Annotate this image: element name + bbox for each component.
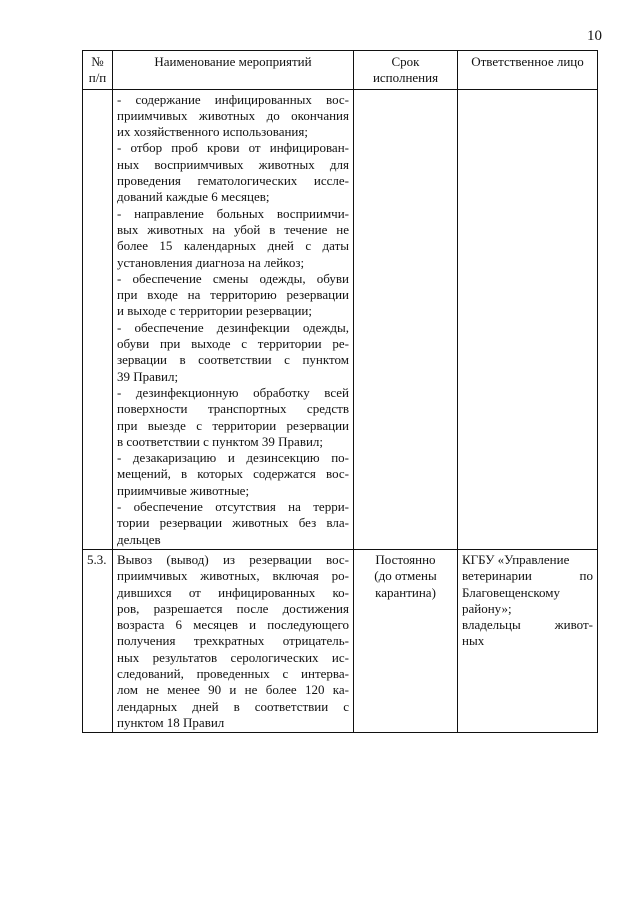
text-line: возраста 6 месяцев и последующего: [117, 617, 349, 633]
row1-name: [113, 89, 354, 549]
text-line: проведения гематологических иссле-: [117, 173, 349, 189]
text-line: получения трехкратных отрицатель-: [117, 633, 349, 649]
measures-table: [82, 50, 598, 733]
text-line: лом не менее 90 и не более 120 ка-: [117, 682, 349, 698]
text-line: ных восприимчивых животных для: [117, 156, 349, 172]
term-line: Постоянно: [375, 551, 436, 567]
row2-term: [354, 549, 458, 732]
text-line: - отбор проб крови от инфицирован-: [117, 140, 349, 156]
text-line: лендарных дней в соответствии с: [117, 698, 349, 714]
text-line: району»;: [462, 600, 512, 616]
text-line: следований, проведенных с интерва-: [117, 665, 349, 681]
header-num: [83, 51, 113, 90]
text-line: зервации в соответствии с пунктом: [117, 352, 349, 368]
text-line: их хозяйственного использования;: [117, 124, 308, 140]
row2-responsible: [458, 549, 598, 732]
text-line: - содержание инфицированных вос-: [117, 91, 349, 107]
table-row: [83, 549, 598, 732]
table-header-row: [83, 51, 598, 90]
text-line: ных: [462, 633, 485, 649]
text-line: более 15 календарных дней с даты: [117, 238, 349, 254]
text-line: приимчивых животных, включая ро-: [117, 568, 349, 584]
text-line: обуви при выходе с территории ре-: [117, 336, 349, 352]
text-line: ров, разрешается после достижения: [117, 600, 349, 616]
header-name: Наименование мероприятий: [113, 51, 354, 90]
header-term: [354, 51, 458, 90]
text-line: - обеспечение дезинфекции одежды,: [117, 319, 349, 335]
text-line: Вывоз (вывод) из резервации вос-: [117, 551, 349, 567]
text-line: приимчивые животные;: [117, 482, 250, 498]
text-line: дившихся от инфицированных ко-: [117, 584, 349, 600]
text-line: тории резервации животных без вла-: [117, 515, 349, 531]
text-line: поверхности транспортных средств: [117, 401, 349, 417]
term-line: карантина): [375, 584, 436, 600]
text-line: дельцев: [117, 531, 161, 547]
text-line: - дезинфекционную обработку всей: [117, 384, 349, 400]
text-line: - обеспечение смены одежды, обуви: [117, 270, 349, 286]
header-num-line1: №: [91, 54, 104, 69]
text-line: приимчивых животных до окончания: [117, 107, 349, 123]
text-line: владельцы живот-: [462, 617, 593, 633]
text-line: при выезде с территории резервации: [117, 417, 349, 433]
header-num-line2: п/п: [88, 70, 107, 86]
text-line: Благовещенскому: [462, 584, 561, 600]
header-responsible: Ответственное лицо: [458, 51, 598, 90]
row1-term: [354, 89, 458, 549]
text-line: ветеринарии по: [462, 568, 593, 584]
text-line: - обеспечение отсутствия на терри-: [117, 499, 349, 515]
row1-responsible: [458, 89, 598, 549]
text-line: - направление больных восприимчи-: [117, 205, 349, 221]
header-term-line1: Срок: [391, 54, 420, 69]
text-line: и выходе с территории резервации;: [117, 303, 312, 319]
text-line: - дезакаризацию и дезинсекцию по-: [117, 450, 349, 466]
row1-num: [83, 89, 113, 549]
text-line: дований каждые 6 месяцев;: [117, 189, 270, 205]
text-line: 39 Правил;: [117, 368, 179, 384]
page-number: 10: [587, 28, 602, 44]
text-line: пунктом 18 Правил: [117, 714, 225, 730]
row2-name: [113, 549, 354, 732]
text-line: ных результатов серологических ис-: [117, 649, 349, 665]
table-row: [83, 89, 598, 549]
text-line: вых животных на убой в течение не: [117, 221, 349, 237]
text-line: мещений, в которых содержатся вос-: [117, 466, 349, 482]
term-line: (до отмены: [374, 568, 437, 584]
text-line: КГБУ «Управление: [462, 551, 570, 567]
row2-num: 5.3.: [83, 549, 113, 732]
text-line: установления диагноза на лейкоз;: [117, 254, 305, 270]
text-line: в соответствии с пунктом 39 Правил;: [117, 433, 324, 449]
header-term-line2: исполнения: [372, 70, 439, 86]
text-line: при входе на территорию резервации: [117, 287, 349, 303]
